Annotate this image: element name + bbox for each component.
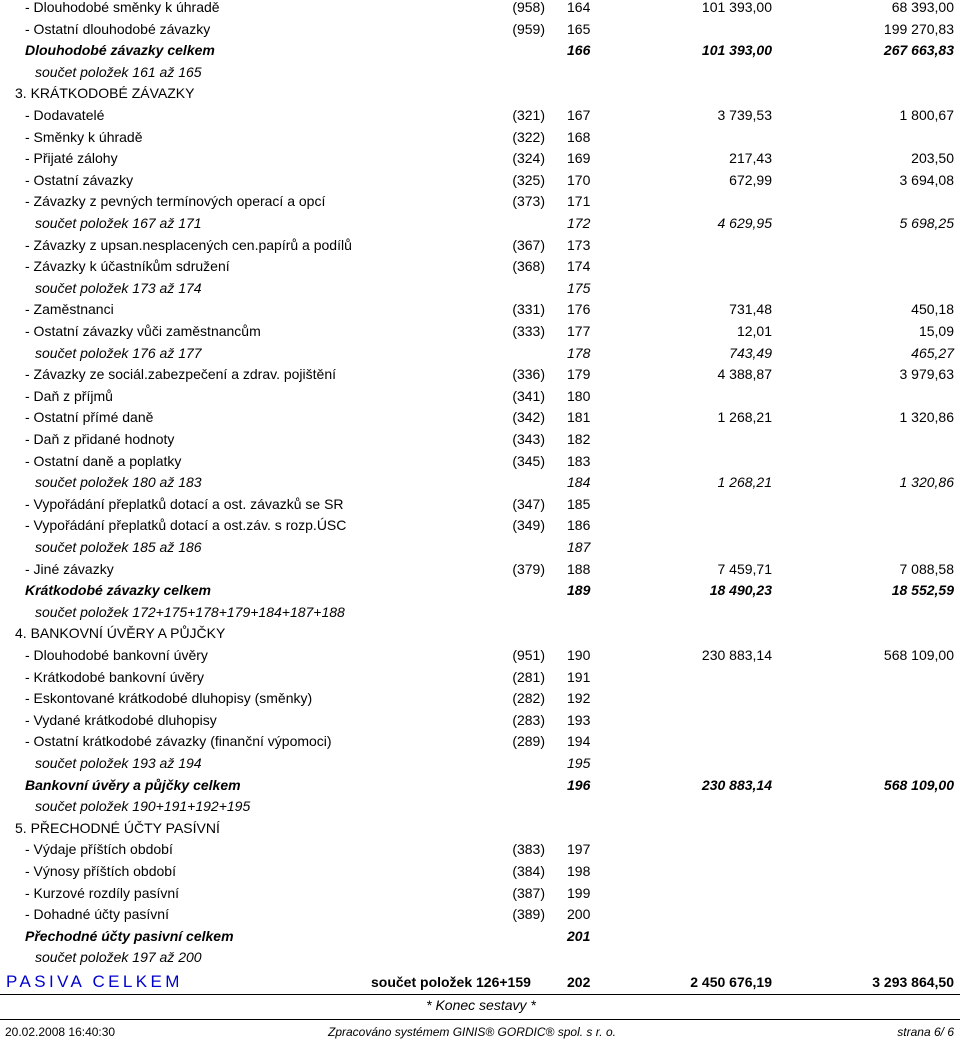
page-footer	[0, 1022, 960, 1042]
row-label: Přechodné účty pasivní celkem	[25, 927, 234, 944]
row-account-code: (384)	[512, 863, 545, 879]
grand-total-note: součet položek 126+159	[371, 974, 531, 990]
row-label: součet položek 161 až 165	[35, 63, 202, 80]
row-account-code: (373)	[512, 193, 545, 210]
row-value-current: 672,99	[729, 171, 772, 188]
row-label: - Závazky ze sociál.zabezpečení a zdrav. pojištění	[25, 366, 337, 383]
row-number: 170	[567, 171, 591, 188]
row-number: 186	[567, 517, 591, 534]
row-account-code: (958)	[512, 0, 545, 15]
row-label: - Přijaté zálohy	[25, 150, 118, 167]
table-row	[0, 883, 960, 903]
row-label: - Výdaje příštích období	[25, 841, 173, 858]
row-label: - Krátkodobé bankovní úvěry	[25, 668, 204, 685]
row-label: součet položek 176 až 177	[35, 344, 202, 361]
row-account-code: (349)	[512, 517, 545, 534]
row-account-code: (333)	[512, 323, 545, 339]
footer-divider	[0, 1019, 960, 1020]
row-account-code: (379)	[512, 560, 545, 577]
row-account-code: (321)	[512, 107, 545, 123]
subtotal-row	[0, 62, 960, 82]
subtotal-row	[0, 278, 960, 298]
row-label: součet položek 167 až 171	[35, 215, 202, 231]
table-row	[0, 515, 960, 535]
table-row	[0, 688, 960, 708]
row-value-current: 217,43	[729, 150, 772, 167]
row-value-current: 7 459,71	[717, 560, 772, 577]
table-row	[0, 19, 960, 39]
table-row	[0, 710, 960, 730]
row-number: 175	[567, 279, 591, 296]
table-row	[0, 364, 960, 384]
row-number: 185	[567, 495, 591, 512]
row-label: - Ostatní závazky	[25, 171, 134, 188]
row-number: 192	[567, 690, 591, 707]
row-label: - Jiné závazky	[25, 560, 114, 577]
row-account-code: (343)	[512, 431, 545, 447]
row-number: 193	[567, 711, 591, 728]
row-account-code: (341)	[512, 387, 545, 404]
row-number: 183	[567, 452, 591, 469]
row-number: 182	[567, 431, 591, 447]
table-row	[0, 127, 960, 147]
row-account-code: (387)	[512, 884, 545, 901]
subtotal-row	[0, 472, 960, 492]
row-number: 169	[567, 150, 591, 167]
row-label: - Ostatní krátkodobé závazky (finanční výpomoci)	[25, 733, 332, 750]
row-label: - Vypořádání přeplatků dotací a ost. závazků se SR	[25, 495, 344, 512]
row-label: - Dlouhodobé směnky k úhradě	[25, 0, 220, 15]
row-label: Bankovní úvěry a půjčky celkem	[25, 776, 241, 793]
row-label: - Výnosy příštích období	[25, 863, 176, 879]
row-label: - Vydané krátkodobé dluhopisy	[25, 711, 217, 728]
row-value-previous: 7 088,58	[899, 560, 954, 577]
footer-system: Zpracováno systémem GINIS® GORDIC® spol. s r. o.	[328, 1025, 616, 1039]
end-of-report-note	[0, 997, 960, 1013]
row-label: 5. PŘECHODNÉ ÚČTY PASÍVNÍ	[15, 819, 220, 836]
subtotal-row	[0, 537, 960, 557]
subtotal-row	[0, 343, 960, 363]
grand-total-value-1: 2 450 676,19	[690, 974, 772, 990]
row-value-previous: 15,09	[918, 323, 954, 339]
row-number: 181	[567, 409, 591, 426]
row-label: součet položek 180 až 183	[35, 474, 202, 491]
row-label: součet položek 197 až 200	[35, 949, 202, 966]
row-value-current: 731,48	[729, 301, 772, 318]
row-number: 166	[567, 42, 591, 59]
row-label: 3. KRÁTKODOBÉ ZÁVAZKY	[15, 85, 195, 102]
row-label: součet položek 173 až 174	[35, 279, 202, 296]
row-label: - Dodavatelé	[25, 107, 105, 123]
row-number: 173	[567, 236, 591, 253]
grand-total-row	[0, 972, 960, 992]
table-row	[0, 904, 960, 924]
row-number: 167	[567, 107, 591, 123]
row-number: 190	[567, 647, 591, 663]
table-row	[0, 861, 960, 881]
table-row	[0, 645, 960, 665]
table-row	[0, 429, 960, 449]
row-label: - Ostatní dlouhodobé závazky	[25, 20, 211, 37]
grand-total-label: PASIVA CELKEM	[6, 972, 183, 991]
table-row	[0, 667, 960, 687]
row-number: 164	[567, 0, 591, 15]
row-value-previous: 5 698,25	[899, 215, 954, 231]
total-row	[0, 580, 960, 600]
row-account-code: (283)	[512, 711, 545, 728]
row-value-current: 101 393,00	[701, 0, 772, 15]
row-number: 179	[567, 366, 591, 383]
row-value-current: 18 490,23	[709, 582, 772, 599]
row-account-code: (347)	[512, 495, 545, 512]
row-label: součet položek 193 až 194	[35, 755, 202, 771]
row-label: součet položek 190+191+192+195	[35, 798, 251, 815]
row-value-previous: 568 109,00	[883, 647, 954, 663]
table-row	[0, 191, 960, 211]
table-row	[0, 731, 960, 751]
table-row	[0, 170, 960, 190]
row-account-code: (289)	[512, 733, 545, 750]
subtotal-row	[0, 602, 960, 622]
row-value-previous: 3 694,08	[899, 171, 954, 188]
row-label: - Závazky z upsan.nesplacených cen.papírů a podílů	[25, 236, 352, 253]
row-label: - Dlouhodobé bankovní úvěry	[25, 647, 208, 663]
row-number: 191	[567, 668, 591, 685]
table-row	[0, 839, 960, 859]
row-label: - Vypořádání přeplatků dotací a ost.záv. s rozp.ÚSC	[25, 517, 347, 534]
table-row	[0, 105, 960, 125]
row-number: 188	[567, 560, 591, 577]
row-account-code: (336)	[512, 366, 545, 383]
row-value-previous: 203,50	[911, 150, 954, 167]
row-account-code: (959)	[512, 20, 545, 37]
row-account-code: (367)	[512, 236, 545, 253]
row-account-code: (322)	[512, 128, 545, 145]
row-label: součet položek 172+175+178+179+184+187+188	[35, 603, 345, 620]
subtotal-row	[0, 947, 960, 967]
row-account-code: (325)	[512, 171, 545, 188]
row-number: 171	[567, 193, 591, 210]
row-number: 184	[567, 474, 591, 491]
row-label: 4. BANKOVNÍ ÚVĚRY A PŮJČKY	[15, 625, 226, 642]
row-label: - Závazky k účastníkům sdružení	[25, 258, 230, 275]
row-label: Krátkodobé závazky celkem	[25, 582, 211, 599]
row-label: Dlouhodobé závazky celkem	[25, 42, 215, 59]
row-label: - Ostatní závazky vůči zaměstnancům	[25, 323, 261, 339]
row-value-previous: 568 109,00	[883, 776, 954, 793]
row-number: 177	[567, 323, 591, 339]
table-row	[0, 407, 960, 427]
row-number: 165	[567, 20, 591, 37]
row-account-code: (342)	[512, 409, 545, 426]
section-heading-row	[0, 83, 960, 103]
row-value-current: 1 268,21	[717, 474, 772, 491]
row-number: 198	[567, 863, 591, 879]
total-row	[0, 775, 960, 795]
row-label: - Ostatní daně a poplatky	[25, 452, 182, 469]
row-number: 194	[567, 733, 591, 750]
end-of-report-text: * Konec sestavy *	[426, 997, 536, 1013]
row-account-code: (383)	[512, 841, 545, 858]
grand-total-underline	[0, 994, 960, 995]
row-account-code: (389)	[512, 906, 545, 923]
row-label: - Eskontované krátkodobé dluhopisy (směnky)	[25, 690, 313, 707]
table-row	[0, 235, 960, 255]
row-value-previous: 450,18	[911, 301, 954, 318]
table-row	[0, 256, 960, 276]
table-row	[0, 321, 960, 341]
table-row	[0, 148, 960, 168]
row-value-previous: 1 800,67	[899, 107, 954, 123]
row-value-previous: 3 979,63	[899, 366, 954, 383]
table-row	[0, 451, 960, 471]
section-heading-row	[0, 623, 960, 643]
row-number: 189	[567, 582, 591, 599]
footer-date: 20.02.2008 16:40:30	[5, 1025, 116, 1039]
row-number: 196	[567, 776, 591, 793]
subtotal-row	[0, 796, 960, 816]
grand-total-number: 202	[567, 974, 591, 990]
row-number: 200	[567, 906, 591, 923]
table-row	[0, 386, 960, 406]
section-heading-row	[0, 818, 960, 838]
row-number: 180	[567, 387, 591, 404]
row-account-code: (951)	[512, 647, 545, 663]
row-number: 172	[567, 215, 591, 231]
row-number: 199	[567, 884, 591, 901]
row-label: součet položek 185 až 186	[35, 539, 202, 555]
row-label: - Zaměstnanci	[25, 301, 114, 318]
row-value-previous: 18 552,59	[891, 582, 954, 599]
row-number: 187	[567, 539, 591, 555]
row-value-current: 4 629,95	[717, 215, 772, 231]
grand-total-value-2: 3 293 864,50	[872, 974, 954, 990]
row-number: 195	[567, 755, 591, 771]
row-label: - Daň z příjmů	[25, 387, 113, 404]
row-number: 201	[567, 927, 591, 944]
row-value-current: 230 883,14	[701, 647, 772, 663]
row-label: - Závazky z pevných termínových operací a opcí	[25, 193, 326, 210]
row-account-code: (282)	[512, 690, 545, 707]
row-label: - Kurzové rozdíly pasívní	[25, 884, 180, 901]
row-number: 168	[567, 128, 591, 145]
row-number: 178	[567, 344, 591, 361]
row-value-current: 101 393,00	[701, 42, 772, 59]
row-value-previous: 465,27	[911, 344, 954, 361]
table-row	[0, 299, 960, 319]
row-value-current: 230 883,14	[701, 776, 772, 793]
total-row	[0, 40, 960, 60]
row-number: 174	[567, 258, 591, 275]
table-row	[0, 559, 960, 579]
subtotal-row	[0, 213, 960, 233]
row-value-previous: 1 320,86	[899, 409, 954, 426]
subtotal-row	[0, 753, 960, 773]
table-row	[0, 494, 960, 514]
row-account-code: (368)	[512, 258, 545, 275]
row-number: 176	[567, 301, 591, 318]
row-label: - Ostatní přímé daně	[25, 409, 154, 426]
total-row	[0, 926, 960, 946]
row-value-previous: 199 270,83	[883, 20, 954, 37]
row-value-current: 12,01	[736, 323, 772, 339]
footer-page-number: strana 6/ 6	[897, 1025, 954, 1039]
row-value-current: 743,49	[729, 344, 772, 361]
row-account-code: (324)	[512, 150, 545, 167]
row-account-code: (345)	[512, 452, 545, 469]
row-value-current: 1 268,21	[717, 409, 772, 426]
row-account-code: (331)	[512, 301, 545, 318]
row-label: - Daň z přidané hodnoty	[25, 431, 175, 447]
table-row	[0, 0, 960, 17]
row-label: - Dohadné účty pasívní	[25, 906, 169, 923]
row-account-code: (281)	[512, 668, 545, 685]
row-value-current: 3 739,53	[717, 107, 772, 123]
row-label: - Směnky k úhradě	[25, 128, 143, 145]
row-value-previous: 68 393,00	[891, 0, 954, 15]
row-value-previous: 267 663,83	[883, 42, 954, 59]
row-value-previous: 1 320,86	[899, 474, 954, 491]
row-value-current: 4 388,87	[717, 366, 772, 383]
row-number: 197	[567, 841, 591, 858]
